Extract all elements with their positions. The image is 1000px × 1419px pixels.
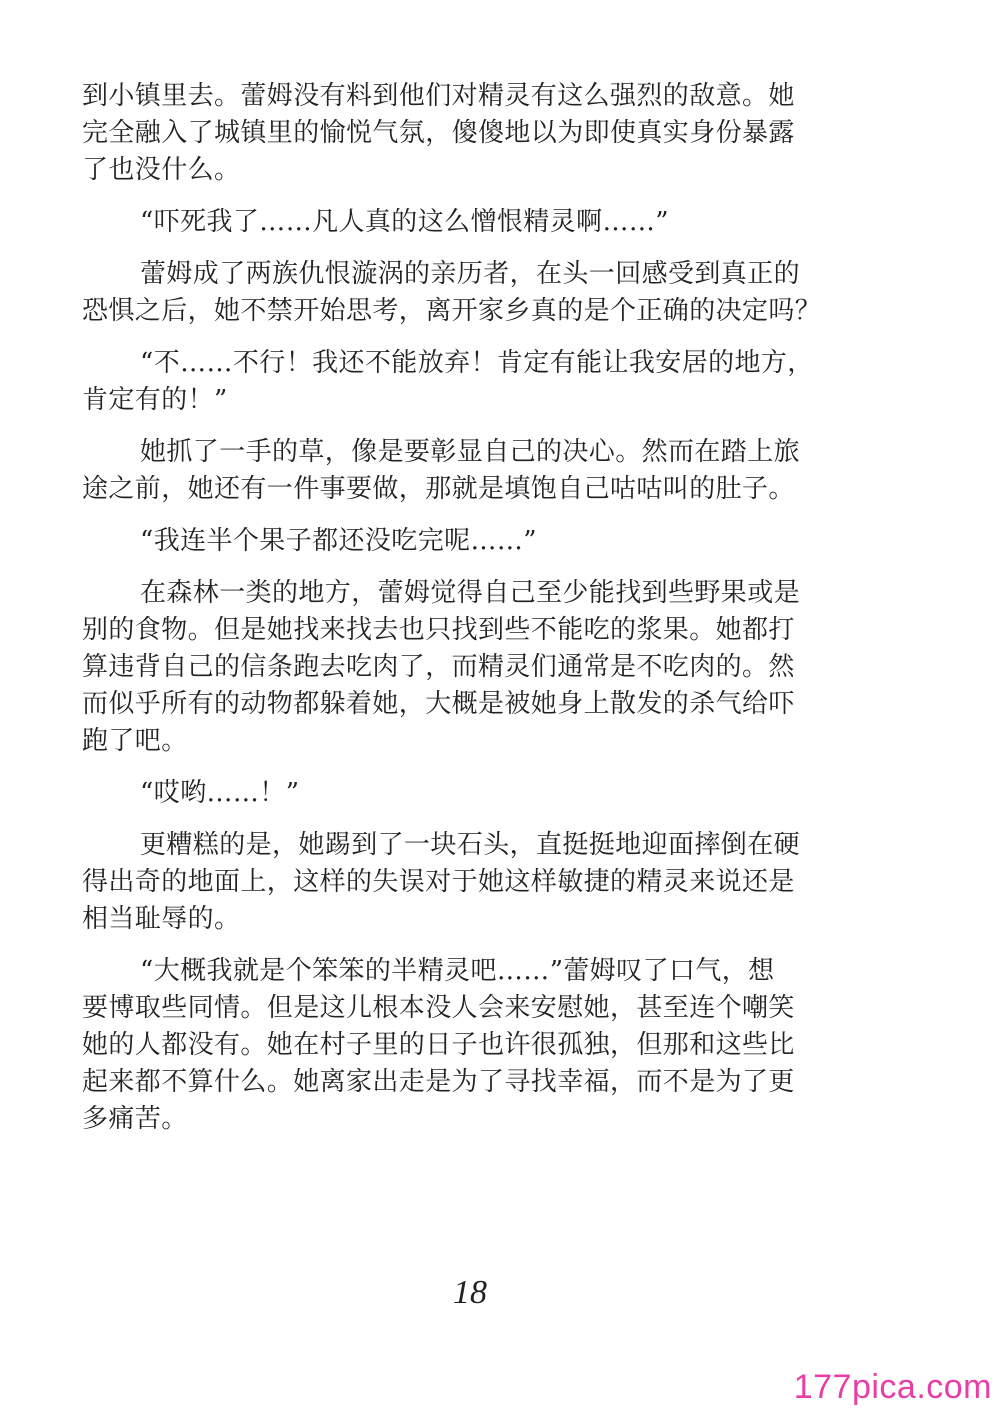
text-line: 而似乎所有的动物都躲着她，大概是被她身上散发的杀气给吓 (82, 689, 795, 719)
text-line: 算违背自己的信条跑去吃肉了，而精灵们通常是不吃肉的。然 (82, 652, 795, 682)
text-line: “吓死我了……凡人真的这么憎恨精灵啊……” (140, 207, 669, 237)
text-line: 她抓了一手的草，像是要彰显自己的决心。然而在踏上旅 (140, 437, 801, 467)
text-line: 了也没什么。 (82, 155, 241, 185)
text-line: 途之前，她还有一件事要做，那就是填饱自己咕咕叫的肚子。 (82, 474, 795, 504)
paragraph (82, 523, 862, 560)
watermark: 177pica.com (793, 1368, 992, 1406)
paragraph (82, 953, 862, 1138)
text-line: 得出奇的地面上，这样的失误对于她这样敏捷的精灵来说还是 (82, 867, 795, 897)
text-line: 恐惧之后，她不禁开始思考，离开家乡真的是个正确的决定吗？ (82, 296, 822, 326)
paragraph (82, 775, 862, 812)
text-line: 别的食物。但是她找来找去也只找到些不能吃的浆果。她都打 (82, 615, 795, 645)
text-line: 她的人都没有。她在村子里的日子也许很孤独，但那和这些比 (82, 1030, 795, 1060)
paragraph (82, 345, 862, 419)
text-line: 蕾姆成了两族仇恨漩涡的亲历者，在头一回感受到真正的 (140, 259, 801, 289)
text-line: 相当耻辱的。 (82, 904, 241, 934)
paragraph (82, 575, 862, 760)
text-line: “大概我就是个笨笨的半精灵吧……”蕾姆叹了口气，想 (140, 956, 775, 986)
page-number: 18 (453, 1274, 487, 1311)
text-line: “哎哟……！” (140, 778, 300, 808)
paragraph (82, 827, 862, 938)
paragraph (82, 78, 862, 189)
page-body (82, 78, 862, 1153)
text-line: 多痛苦。 (82, 1104, 188, 1134)
paragraph (82, 256, 862, 330)
text-line: 到小镇里去。蕾姆没有料到他们对精灵有这么强烈的敌意。她 (82, 81, 795, 111)
paragraph (82, 204, 862, 241)
text-line: 完全融入了城镇里的愉悦气氛，傻傻地以为即使真实身份暴露 (82, 118, 795, 148)
text-line: 在森林一类的地方，蕾姆觉得自己至少能找到些野果或是 (140, 578, 801, 608)
text-line: “我连半个果子都还没吃完呢……” (140, 526, 537, 556)
text-line: 要博取些同情。但是这儿根本没人会来安慰她，甚至连个嘲笑 (82, 993, 795, 1023)
paragraph (82, 434, 862, 508)
text-line: “不……不行！我还不能放弃！肯定有能让我安居的地方， (140, 348, 814, 378)
text-line: 跑了吧。 (82, 726, 188, 756)
text-line: 起来都不算什么。她离家出走是为了寻找幸福，而不是为了更 (82, 1067, 795, 1097)
text-line: 肯定有的！” (82, 385, 228, 415)
text-line: 更糟糕的是，她踢到了一块石头，直挺挺地迎面摔倒在硬 (140, 830, 801, 860)
